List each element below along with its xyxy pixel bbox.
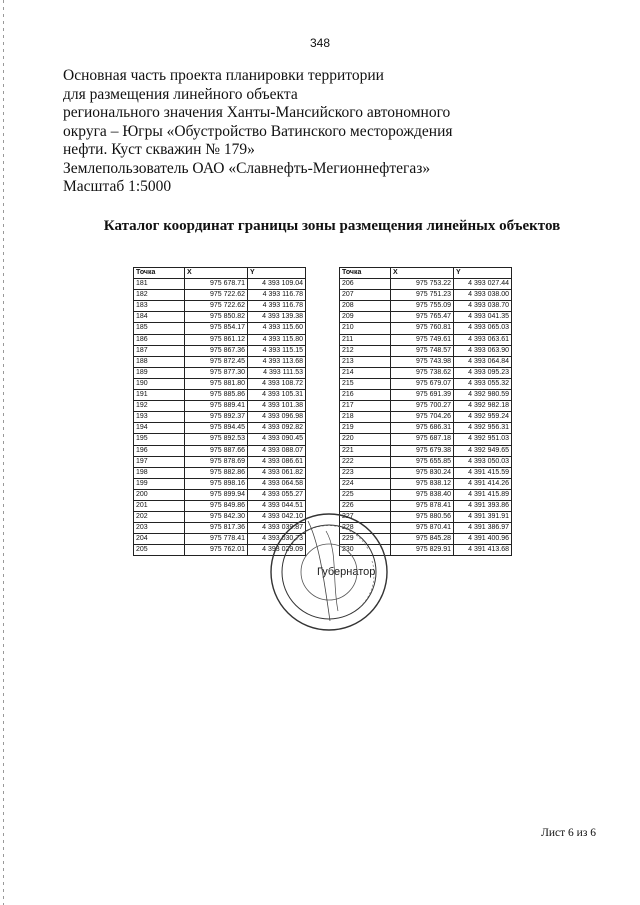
- cell-y: 4 393 029.09: [248, 545, 306, 556]
- header-point: Точка: [340, 268, 391, 279]
- cell-point: 202: [134, 512, 185, 523]
- cell-point: 186: [134, 334, 185, 345]
- cell-y: 4 391 415.59: [454, 467, 512, 478]
- cell-y: 4 392 980.59: [454, 390, 512, 401]
- cell-y: 4 393 044.51: [248, 500, 306, 511]
- cell-y: 4 393 063.61: [454, 334, 512, 345]
- cell-point: 213: [340, 356, 391, 367]
- cell-x: 975 691.39: [391, 390, 454, 401]
- cell-y: 4 393 064.58: [248, 478, 306, 489]
- header-line: Масштаб 1:5000: [63, 178, 172, 195]
- cell-point: 217: [340, 401, 391, 412]
- cell-y: 4 393 139.38: [248, 312, 306, 323]
- table-row: [340, 301, 512, 312]
- cell-point: 212: [340, 345, 391, 356]
- cell-y: 4 391 414.26: [454, 478, 512, 489]
- cell-y: 4 391 413.68: [454, 545, 512, 556]
- cell-point: 222: [340, 456, 391, 467]
- cell-point: 184: [134, 312, 185, 323]
- cell-point: 219: [340, 423, 391, 434]
- cell-point: 207: [340, 290, 391, 301]
- cell-x: 975 765.47: [391, 312, 454, 323]
- table-row: [340, 467, 512, 478]
- cell-y: 4 393 096.98: [248, 412, 306, 423]
- cell-x: 975 867.36: [185, 345, 248, 356]
- header-y: Y: [248, 268, 306, 279]
- cell-y: 4 393 095.23: [454, 367, 512, 378]
- cell-y: 4 393 050.03: [454, 456, 512, 467]
- table-row: [134, 312, 306, 323]
- cell-y: 4 393 041.35: [454, 312, 512, 323]
- table-row: [134, 500, 306, 511]
- cell-x: 975 748.57: [391, 345, 454, 356]
- table-row: [340, 445, 512, 456]
- cell-point: 205: [134, 545, 185, 556]
- cell-x: 975 722.62: [185, 290, 248, 301]
- cell-x: 975 889.41: [185, 401, 248, 412]
- cell-x: 975 753.22: [391, 279, 454, 290]
- cell-y: 4 392 951.03: [454, 434, 512, 445]
- cell-point: 181: [134, 279, 185, 290]
- cell-point: 203: [134, 523, 185, 534]
- cell-point: 227: [340, 512, 391, 523]
- cell-x: 975 880.56: [391, 512, 454, 523]
- cell-x: 975 861.12: [185, 334, 248, 345]
- table-row: [340, 489, 512, 500]
- table-row: [340, 312, 512, 323]
- cell-point: 188: [134, 356, 185, 367]
- table-row: [340, 345, 512, 356]
- cell-point: 230: [340, 545, 391, 556]
- header-line: Основная часть проекта планировки территории: [63, 67, 384, 84]
- cell-point: 200: [134, 489, 185, 500]
- cell-x: 975 679.07: [391, 378, 454, 389]
- cell-x: 975 877.30: [185, 367, 248, 378]
- table-row: [134, 456, 306, 467]
- cell-point: 228: [340, 523, 391, 534]
- header-line: округа – Югры «Обустройство Ватинского месторождения: [63, 122, 453, 140]
- table-row: [134, 478, 306, 489]
- sheet-counter: Лист 6 из 6: [541, 827, 596, 839]
- cell-point: 229: [340, 534, 391, 545]
- cell-y: 4 393 061.82: [248, 467, 306, 478]
- cell-x: 975 838.40: [391, 489, 454, 500]
- cell-x: 975 678.71: [185, 279, 248, 290]
- cell-x: 975 749.61: [391, 334, 454, 345]
- cell-point: 183: [134, 301, 185, 312]
- header-point: Точка: [134, 268, 185, 279]
- cell-x: 975 704.26: [391, 412, 454, 423]
- cell-y: 4 391 415.89: [454, 489, 512, 500]
- cell-point: 218: [340, 412, 391, 423]
- cell-x: 975 755.09: [391, 301, 454, 312]
- cell-x: 975 830.24: [391, 467, 454, 478]
- cell-point: 190: [134, 378, 185, 389]
- cell-y: 4 392 982.18: [454, 401, 512, 412]
- cell-y: 4 393 039.87: [248, 523, 306, 534]
- document-header: [63, 67, 493, 197]
- cell-x: 975 838.12: [391, 478, 454, 489]
- table-header-row: [134, 268, 306, 279]
- header-y: Y: [454, 268, 512, 279]
- cell-y: 4 393 092.82: [248, 423, 306, 434]
- cell-y: 4 393 038.70: [454, 301, 512, 312]
- cell-x: 975 882.86: [185, 467, 248, 478]
- header-line: Землепользователь ОАО «Славнефть-Мегионнефтегаз»: [63, 159, 431, 177]
- cell-x: 975 899.94: [185, 489, 248, 500]
- table-row: [134, 301, 306, 312]
- table-row: [134, 345, 306, 356]
- cell-point: 220: [340, 434, 391, 445]
- cell-x: 975 762.01: [185, 545, 248, 556]
- cell-x: 975 700.27: [391, 401, 454, 412]
- table-header-row: [340, 268, 512, 279]
- cell-y: 4 391 386.97: [454, 523, 512, 534]
- table-row: [134, 434, 306, 445]
- table-row: [134, 423, 306, 434]
- table-row: [134, 445, 306, 456]
- cell-y: 4 392 959.24: [454, 412, 512, 423]
- cell-y: 4 393 064.84: [454, 356, 512, 367]
- header-line: регионального значения Ханты-Мансийского автономного: [63, 104, 451, 121]
- cell-y: 4 393 055.32: [454, 378, 512, 389]
- table-row: [340, 401, 512, 412]
- cell-x: 975 817.36: [185, 523, 248, 534]
- cell-point: 225: [340, 489, 391, 500]
- cell-x: 975 655.85: [391, 456, 454, 467]
- table-row: [340, 434, 512, 445]
- cell-y: 4 393 105.31: [248, 390, 306, 401]
- cell-x: 975 829.91: [391, 545, 454, 556]
- cell-point: 211: [340, 334, 391, 345]
- table-row: [134, 356, 306, 367]
- cell-point: 216: [340, 390, 391, 401]
- seal-label: Губернатор: [317, 566, 376, 578]
- cell-y: 4 393 065.03: [454, 323, 512, 334]
- cell-x: 975 885.86: [185, 390, 248, 401]
- cell-x: 975 898.16: [185, 478, 248, 489]
- cell-point: 198: [134, 467, 185, 478]
- cell-y: 4 393 115.15: [248, 345, 306, 356]
- cell-point: 187: [134, 345, 185, 356]
- cell-point: 224: [340, 478, 391, 489]
- cell-y: 4 393 115.60: [248, 323, 306, 334]
- table-row: [340, 378, 512, 389]
- cell-point: 193: [134, 412, 185, 423]
- page-number: 348: [309, 36, 331, 50]
- table-row: [134, 279, 306, 290]
- cell-y: 4 393 115.80: [248, 334, 306, 345]
- cell-x: 975 881.80: [185, 378, 248, 389]
- table-row: [340, 367, 512, 378]
- cell-point: 196: [134, 445, 185, 456]
- table-row: [134, 334, 306, 345]
- cell-y: 4 393 116.78: [248, 290, 306, 301]
- cell-y: 4 392 956.31: [454, 423, 512, 434]
- table-row: [340, 323, 512, 334]
- table-row: [340, 500, 512, 511]
- table-row: [340, 456, 512, 467]
- header-line: для размещения линейного объекта: [63, 85, 298, 103]
- cell-y: 4 393 111.53: [248, 367, 306, 378]
- cell-x: 975 887.66: [185, 445, 248, 456]
- cell-y: 4 391 393.86: [454, 500, 512, 511]
- table-row: [134, 367, 306, 378]
- table-row: [134, 401, 306, 412]
- cell-x: 975 743.98: [391, 356, 454, 367]
- cell-y: 4 393 030.73: [248, 534, 306, 545]
- cell-point: 189: [134, 367, 185, 378]
- header-x: X: [185, 268, 248, 279]
- cell-x: 975 845.28: [391, 534, 454, 545]
- cell-y: 4 391 391.91: [454, 512, 512, 523]
- catalog-title: Каталог координат границы зоны размещения линейных объектов: [103, 218, 561, 234]
- cell-point: 223: [340, 467, 391, 478]
- cell-point: 201: [134, 500, 185, 511]
- table-row: [340, 290, 512, 301]
- cell-point: 226: [340, 500, 391, 511]
- header-x: X: [391, 268, 454, 279]
- cell-x: 975 892.37: [185, 412, 248, 423]
- table-row: [340, 334, 512, 345]
- cell-y: 4 393 090.45: [248, 434, 306, 445]
- table-row: [340, 390, 512, 401]
- table-row: [340, 478, 512, 489]
- cell-y: 4 393 116.78: [248, 301, 306, 312]
- cell-x: 975 842.30: [185, 512, 248, 523]
- header-line: нефти. Куст скважин № 179»: [63, 141, 255, 158]
- cell-x: 975 722.62: [185, 301, 248, 312]
- cell-point: 194: [134, 423, 185, 434]
- cell-x: 975 850.82: [185, 312, 248, 323]
- cell-x: 975 686.31: [391, 423, 454, 434]
- cell-y: 4 391 400.96: [454, 534, 512, 545]
- cell-x: 975 892.53: [185, 434, 248, 445]
- cell-point: 197: [134, 456, 185, 467]
- cell-x: 975 894.45: [185, 423, 248, 434]
- cell-x: 975 778.41: [185, 534, 248, 545]
- cell-y: 4 393 088.07: [248, 445, 306, 456]
- cell-point: 221: [340, 445, 391, 456]
- cell-x: 975 687.18: [391, 434, 454, 445]
- cell-point: 204: [134, 534, 185, 545]
- table-row: [340, 412, 512, 423]
- cell-x: 975 854.17: [185, 323, 248, 334]
- cell-y: 4 393 063.90: [454, 345, 512, 356]
- cell-x: 975 751.23: [391, 290, 454, 301]
- cell-y: 4 393 027.44: [454, 279, 512, 290]
- cell-x: 975 738.62: [391, 367, 454, 378]
- table-row: [340, 423, 512, 434]
- cell-point: 185: [134, 323, 185, 334]
- table-row: [134, 412, 306, 423]
- cell-y: 4 393 042.10: [248, 512, 306, 523]
- cell-point: 208: [340, 301, 391, 312]
- cell-point: 191: [134, 390, 185, 401]
- cell-point: 199: [134, 478, 185, 489]
- cell-x: 975 878.69: [185, 456, 248, 467]
- cell-y: 4 393 038.00: [454, 290, 512, 301]
- cell-y: 4 393 113.68: [248, 356, 306, 367]
- cell-y: 4 393 108.72: [248, 378, 306, 389]
- cell-point: 182: [134, 290, 185, 301]
- cell-x: 975 872.45: [185, 356, 248, 367]
- cell-point: 210: [340, 323, 391, 334]
- cell-y: 4 393 086.61: [248, 456, 306, 467]
- table-row: [134, 323, 306, 334]
- cell-y: 4 393 055.27: [248, 489, 306, 500]
- table-row: [134, 290, 306, 301]
- table-row: [134, 390, 306, 401]
- cell-x: 975 878.41: [391, 500, 454, 511]
- cell-x: 975 849.86: [185, 500, 248, 511]
- cell-point: 206: [340, 279, 391, 290]
- cell-point: 214: [340, 367, 391, 378]
- table-row: [134, 378, 306, 389]
- table-row: [134, 467, 306, 478]
- table-row: [340, 279, 512, 290]
- table-row: [340, 356, 512, 367]
- cell-y: 4 393 109.04: [248, 279, 306, 290]
- cell-x: 975 870.41: [391, 523, 454, 534]
- table-row: [134, 489, 306, 500]
- cell-y: 4 393 101.38: [248, 401, 306, 412]
- cell-x: 975 760.81: [391, 323, 454, 334]
- cell-point: 195: [134, 434, 185, 445]
- cell-y: 4 392 949.65: [454, 445, 512, 456]
- cell-point: 215: [340, 378, 391, 389]
- cell-point: 192: [134, 401, 185, 412]
- cell-point: 209: [340, 312, 391, 323]
- cell-x: 975 679.38: [391, 445, 454, 456]
- scan-margin-line: [3, 0, 4, 905]
